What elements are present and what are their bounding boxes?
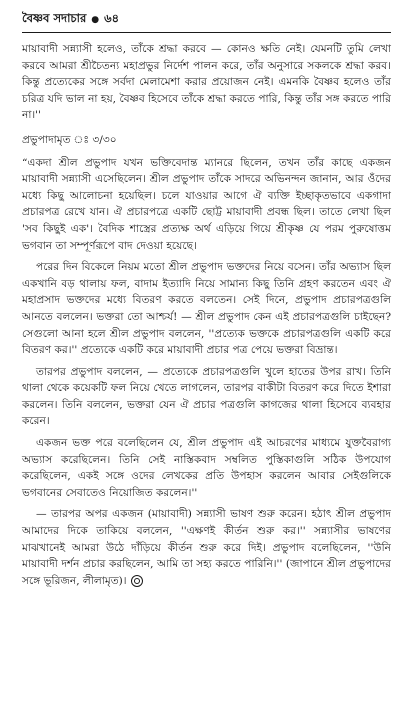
- paragraph-1: মায়াবাদী সন্ন্যাসী হলেও, তাঁকে শ্রদ্ধা করবে — কোনও ক্ষতি নেই। যেমনটি তুমি লেখা করবে আমরা শ্রীচৈতন্য মহাপ্রভুর নির্দেশ পালন করে, তাঁর অনুসারে সকলকে শ্রদ্ধা করব। কিন্তু প্রত্যেকের সঙ্গে সর্বদা মেলামেশা করার প্রয়োজন নেই। এমনকি বৈষ্ণব হলেও তাঁর চরিত্র যদি ভাল না হয়, বৈষ্ণব হিসেবে তাঁকে শ্রদ্ধা করতে পারি, কিন্তু তাঁর সঙ্গ করতে পারি না।'': [22, 43, 391, 122]
- paragraph-3: পরের দিন বিকেলে নিয়ম মতো শ্রীল প্রভুপাদ ভক্তদের নিয়ে বসেন। তাঁর অভ্যাস ছিল একখানি বড় থালায় ফল, বাদাম ইত্যাদি নিয়ে সামান্য কিছু তিনি গ্রহণ করতেন এবং ঐ মহাপ্রসাদ ভক্তদের মধ্যে বিতরণ করতে বলতেন। সেই দিনে, প্রভুপাদ প্রচারপত্রগুলি আনতে বললেন। ভক্তরা তো আশ্চর্য! — শ্রীল প্রভুপাদ কেন এই প্রচারপত্রগুলি চাইছেন? সেগুলো আনা হলে শ্রীল প্রভুপাদ বললেন, ''প্রত্যেক ভক্তকে প্রচারপত্রগুলি একটি করে বিতরণ কর।'' প্রত্যেকে একটি করে মায়াবাদী প্রচার পত্র পেয়ে ভক্তরা বিভ্রান্ত।: [22, 261, 391, 357]
- page-number: ৬৪: [104, 11, 120, 25]
- header-bullet-icon: ●: [91, 15, 100, 25]
- ornament-icon: [131, 575, 143, 587]
- paragraph-6-text: — তারপর অপর একজন (মায়াবাদী) সন্ন্যাসী ভাষণ শুরু করেন। হঠাৎ শ্রীল প্রভুপাদ আমাদের দিকে তাকিয়ে বললেন, ''এক্ষণই কীর্তন শুরু কর।'' সন্ন্যাসীর ভাষণের মাঝখানেই আমরা উঠে দাঁড়িয়ে কীর্তন শুরু করে দিই। প্রভুপাদ বলেছিলেন, ''উনি মায়াবাদী দর্শন প্রচার করছিলেন, আমি তা সহ্য করতে পারিনি।'' (জাপানে শ্রীল প্রভুপাদের সঙ্গে ভূরিজন, লীলামৃত)।: [22, 508, 391, 587]
- header-title: বৈষ্ণব সদাচার: [22, 11, 87, 25]
- paragraph-5: একজন ভক্ত পরে বলেছিলেন যে, শ্রীল প্রভুপাদ এই আচরণের মাধ্যমে যুক্তবৈরাগ্য অভ্যাস করেছিলেন। তিনি সেই নাস্তিকবাদ সম্বলিত পুস্তিকাগুলি সঠিক উপযোগ করেছিলেন, একই সঙ্গে ওদের লেখকের প্রতি উপহাস করলেন আবার সেইগুলিকে ভগবানের সেবাতেও নিয়োজিত করলেন।'': [22, 437, 391, 499]
- reference-heading: প্রভুপাদামৃত ঃ ৩/৩০: [22, 133, 117, 146]
- paragraph-2: “একদা শ্রীল প্রভুপাদ যখন ভক্তিবেদান্ত ম্যানরে ছিলেন, তখন তাঁর কাছে একজন মায়াবাদী সন্ন্যাসী এসেছিলেন। শ্রীল প্রভুপাদ তাঁকে সাদরে অভিনন্দন জানান, আর ওঁদের মধ্যে কিছু আলোচনা হয়েছিল। চলে যাওয়ার আগে ঐ ব্যক্তি ইচ্ছাকৃতভাবে একগাদা প্রচারপত্র রেখে যান। ঐ প্রচারপত্রে একটি ছোট্ট মায়াবাদী প্রবন্ধ ছিল। তাতে লেখা ছিল 'সব কিছুই এক'। বৈদিক শাস্ত্রের প্রত্যক্ষ অর্থ এড়িয়ে গিয়ে শ্রীকৃষ্ণ যে পরম পুরুষোত্তম ভগবান তা সম্পূর্ণরূপে বাদ দেওয়া হয়েছে।: [22, 156, 391, 252]
- paragraph-4: তারপর প্রভুপাদ বললেন, — প্রত্যেকে প্রচারপত্রগুলি খুলে হাতের উপর রাখ। তিনি থালা থেকে কয়েকটি ফল নিয়ে খেতে লাগলেন, তারপর বাকীটা বিতরণ করে দিতে ইশারা করলেন। তিনি বললেন, ভক্তরা যেন ঐ প্রচার পত্রগুলি কাগজের থালা হিসেবে ব্যবহার করেন।: [22, 365, 391, 428]
- body-text: [22, 41, 391, 589]
- running-header: [22, 10, 391, 33]
- paragraph-6: [22, 506, 391, 589]
